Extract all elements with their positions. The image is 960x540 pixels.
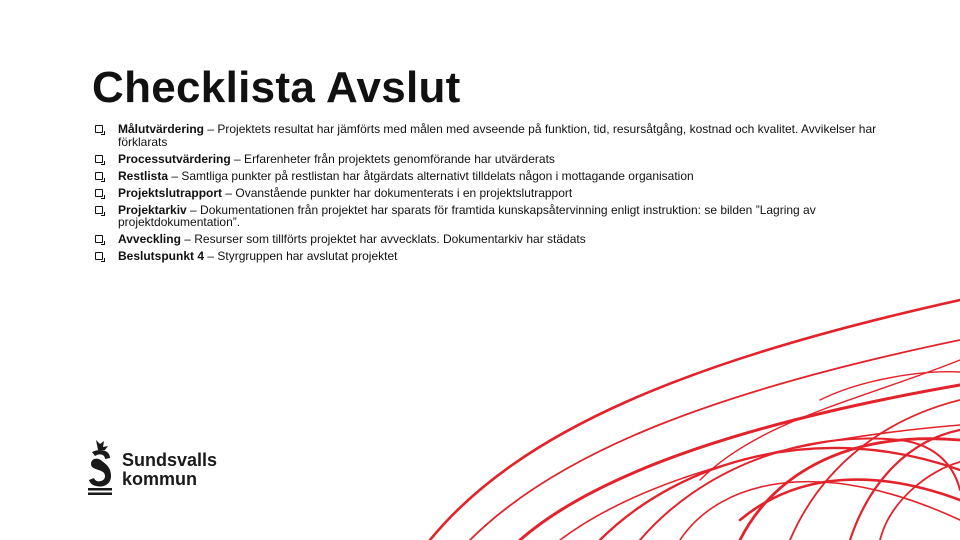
item-text: – Samtliga punkter på restlistan har åtgärdats alternativt tilldelats någon i mottagande organisation bbox=[168, 168, 694, 183]
item-text: – Dokumentationen från projektet har sparats för framtida kunskapsåtervinning enligt instruktion: se bilden ”Lagring av projektdokumentation”. bbox=[118, 202, 816, 229]
list-item bbox=[94, 204, 924, 229]
item-term: Projektslutrapport bbox=[118, 185, 223, 200]
item-text: – Ovanstående punkter har dokumenterats i en projektslutrapport bbox=[222, 185, 573, 200]
item-text: – Erfarenheter från projektets genomförande har utvärderats bbox=[230, 151, 555, 166]
list-item bbox=[94, 250, 924, 263]
dragon-s-icon bbox=[86, 438, 116, 496]
item-term: Avveckling bbox=[118, 232, 181, 246]
item-term: Restlista bbox=[118, 168, 169, 183]
item-text: – Styrgruppen har avslutat projektet bbox=[204, 249, 398, 263]
checkbox-icon bbox=[95, 172, 103, 180]
item-term: Projektarkiv bbox=[118, 202, 187, 217]
list-item bbox=[94, 123, 924, 148]
item-term: Målutvärdering bbox=[118, 122, 205, 136]
logo-line-2: kommun bbox=[122, 469, 198, 489]
list-item bbox=[94, 233, 924, 246]
checkbox-icon bbox=[95, 252, 103, 260]
checkbox-icon bbox=[95, 206, 103, 214]
item-text: – Projektets resultat har jämförts med målen med avseende på funktion, tid, resursåtgång, kostnad och kvalitet. Avvikelser har förklarats bbox=[118, 122, 877, 149]
sundsvalls-kommun-logo bbox=[86, 438, 236, 496]
checklist bbox=[94, 123, 924, 267]
item-term: Beslutspunkt 4 bbox=[118, 249, 205, 263]
list-item bbox=[94, 187, 924, 200]
page-title: Checklista Avslut bbox=[92, 63, 461, 112]
list-item bbox=[94, 170, 924, 183]
checkbox-icon bbox=[95, 125, 103, 133]
item-term: Processutvärdering bbox=[118, 151, 231, 166]
checkbox-icon bbox=[95, 235, 103, 243]
checkbox-icon bbox=[95, 155, 103, 163]
list-item bbox=[94, 153, 924, 166]
logo-text bbox=[122, 451, 217, 489]
checkbox-icon bbox=[95, 189, 103, 197]
item-text: – Resurser som tillförts projektet har avvecklats. Dokumentarkiv har städats bbox=[180, 232, 586, 246]
logo-line-1: Sundsvalls bbox=[122, 450, 218, 470]
